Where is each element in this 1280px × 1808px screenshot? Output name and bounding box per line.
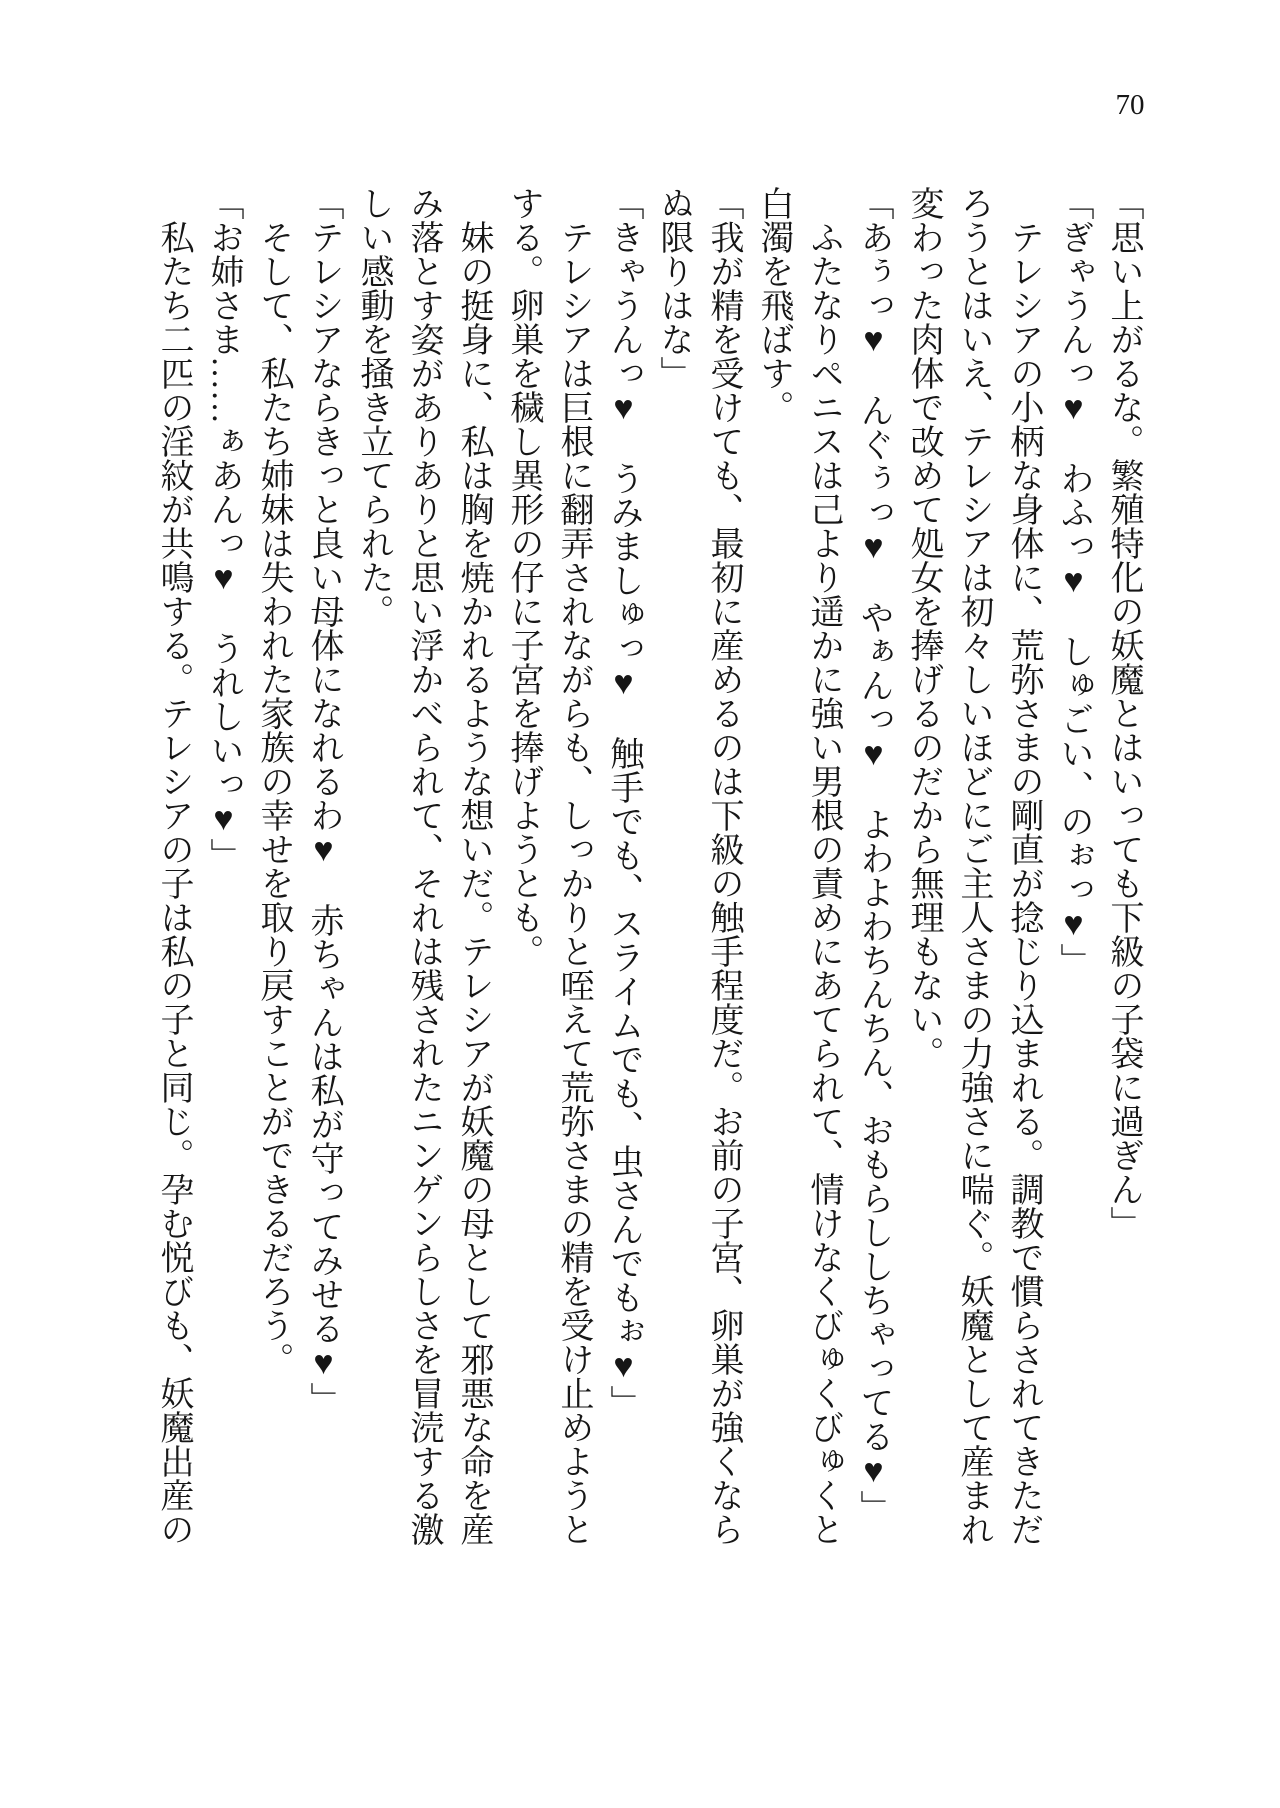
paragraph-dialogue-6: 「テレシアならきっと良い母体になれるわ♥ 赤ちゃんは私が守ってみせる♥」 xyxy=(305,186,342,1416)
paragraph-dialogue-1: 「思い上がるな。繁殖特化の妖魔とはいっても下級の子袋に過ぎん」 xyxy=(1105,186,1142,1240)
paragraph-dialogue-7: 「お姉さま……ぁあんっ♥ うれしいっ♥」 xyxy=(205,186,242,872)
paragraph-narrative-2: ふたなりペニスは己より遥かに強い男根の責めにあてられて、情けなくびゅくびゅくと白濁を飛ばす。 xyxy=(755,186,842,1546)
vertical-text-block xyxy=(146,186,1148,1554)
paragraph-narrative-1: テレシアの小柄な身体に、荒弥さまの剛直が捻じり込まれる。調教で慣らされてきただろうとはいえ、テレシアは初々しいほどにご主人さまの力強さに喘ぐ。妖魔として産まれ変わった肉体で改めて処女を捧げるのだから無理もない。 xyxy=(905,186,1042,1546)
paragraph-narrative-4: 妹の挺身に、私は胸を焼かれるような想いだ。テレシアが妖魔の母として邪悪な命を産み落とす姿がありありと思い浮かべられて、それは残されたニンゲンらしさを冒涜する激しい感動を掻き立てられた。 xyxy=(355,186,492,1546)
paragraph-narrative-3: テレシアは巨根に翻弄されながらも、しっかりと咥えて荒弥さまの精を受け止めようとする。卵巣を穢し異形の仔に子宮を捧げようとも。 xyxy=(505,186,592,1546)
paragraph-dialogue-3: 「あぅっ♥ んぐぅっ♥ やぁんっ♥ よわよわちんちん、おもらししちゃってる♥」 xyxy=(855,186,892,1524)
paragraph-dialogue-4: 「我が精を受けても、最初に産めるのは下級の触手程度だ。お前の子宮、卵巣が強くならぬ限りはな」 xyxy=(655,186,742,1546)
paragraph-dialogue-5: 「きゃうんっ♥ うみましゅっ♥ 触手でも、スライムでも、虫さんでもぉ♥」 xyxy=(605,186,642,1419)
paragraph-dialogue-2: 「ぎゃうんっ♥ わふっ♥ しゅごい、のぉっ♥」 xyxy=(1055,186,1092,977)
paragraph-narrative-6: 私たち二匹の淫紋が共鳴する。テレシアの子は私の子と同じ。孕む悦びも、妖魔出産の xyxy=(155,186,192,1546)
page-number: 70 xyxy=(1115,89,1145,121)
paragraph-narrative-5: そして、私たち姉妹は失われた家族の幸せを取り戻すことができるだろう。 xyxy=(255,186,292,1376)
